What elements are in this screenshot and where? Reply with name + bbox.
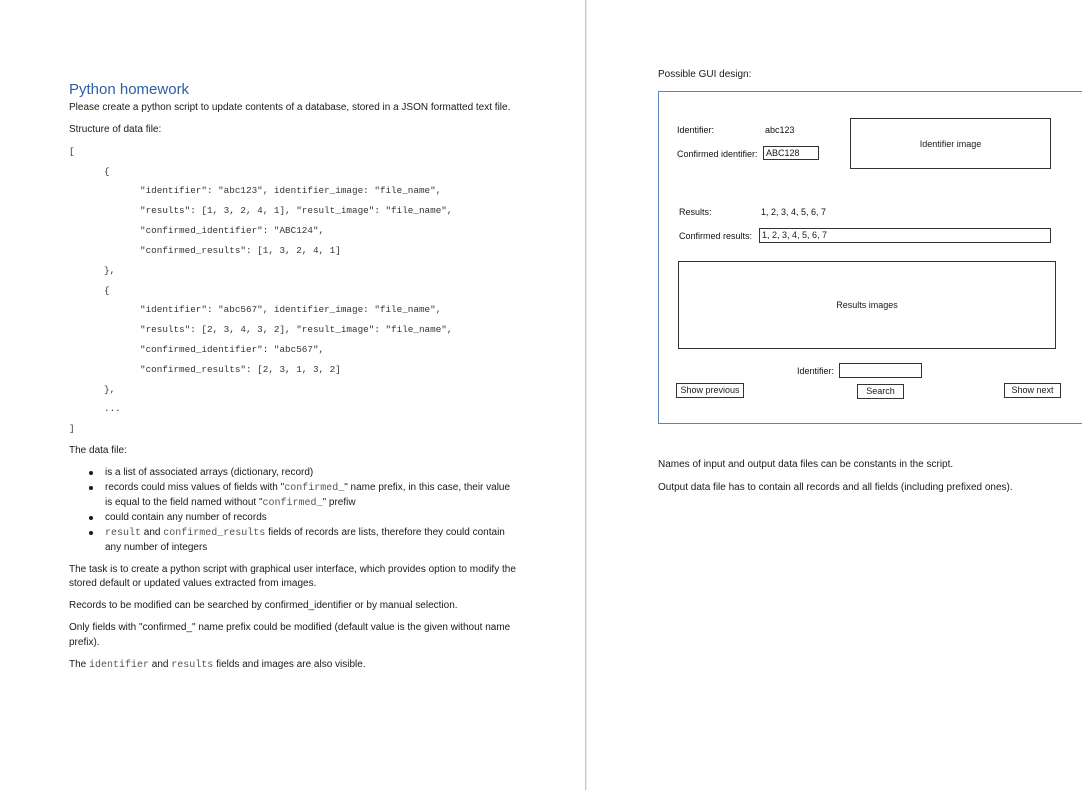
modify-paragraph-line2: prefix). — [69, 637, 100, 648]
constants-note: Names of input and output data files can be constants in the script. — [658, 459, 954, 470]
list-item-continuation: any number of integers — [105, 542, 208, 553]
results-label: Results: — [679, 207, 712, 217]
show-next-button[interactable]: Show next — [1004, 383, 1061, 398]
list-item: records could miss values of fields with "confirmed_" name prefix, in this case, their value — [105, 482, 511, 494]
bullet-icon — [89, 516, 93, 520]
results-value: 1, 2, 3, 4, 5, 6, 7 — [761, 207, 827, 217]
code-line: "confirmed_results": [1, 3, 2, 4, 1] — [140, 245, 341, 256]
code-line: ] — [69, 423, 75, 434]
data-file-heading: The data file: — [69, 445, 127, 456]
results-images-label: Results images — [836, 300, 898, 310]
search-identifier-input[interactable] — [839, 363, 922, 378]
confirmed-results-input[interactable]: 1, 2, 3, 4, 5, 6, 7 — [759, 228, 1051, 243]
bullet-icon — [89, 471, 93, 475]
visible-fields-paragraph: The identifier and results fields and images are also visible. — [69, 659, 366, 671]
task-paragraph-line2: stored default or updated values extracted from images. — [69, 578, 317, 589]
list-item-continuation: is equal to the field named without "confirmed_" prefiw — [105, 497, 356, 509]
structure-heading: Structure of data file: — [69, 124, 162, 135]
confirmed-identifier-label: Confirmed identifier: — [677, 149, 758, 159]
code-line: { — [104, 166, 110, 177]
task-paragraph-line1: The task is to create a python script with graphical user interface, which provides option to modify the — [69, 564, 516, 575]
search-identifier-label: Identifier: — [797, 366, 835, 376]
code-line: "confirmed_identifier": "ABC124", — [140, 225, 325, 236]
search-paragraph: Records to be modified can be searched by confirmed_identifier or by manual selection. — [69, 600, 458, 611]
code-line: "identifier": "abc567", identifier_image: "file_name", — [140, 304, 442, 315]
code-line: { — [104, 285, 110, 296]
confirmed-identifier-input[interactable]: ABC128 — [763, 146, 819, 160]
confirmed-results-label: Confirmed results: — [679, 231, 753, 241]
bullet-icon — [89, 486, 93, 490]
list-item: result and confirmed_results fields of records are lists, therefore they could contain — [105, 527, 505, 539]
output-note: Output data file has to contain all records and all fields (including prefixed ones). — [658, 482, 1013, 493]
intro-paragraph: Please create a python script to update contents of a database, stored in a JSON formatted text file. — [69, 102, 511, 113]
document-page-right — [587, 0, 1082, 790]
code-line: "identifier": "abc123", identifier_image: "file_name", — [140, 185, 442, 196]
code-line: ... — [104, 403, 121, 414]
code-line: [ — [69, 146, 75, 157]
gui-mockup-frame — [658, 91, 1082, 424]
identifier-image-label: Identifier image — [919, 138, 982, 149]
modify-paragraph-line1: Only fields with "confirmed_" name prefix could be modified (default value is the given without name — [69, 622, 511, 633]
results-images-box — [678, 261, 1056, 349]
bullet-icon — [89, 531, 93, 535]
code-line: "confirmed_results": [2, 3, 1, 3, 2] — [140, 364, 341, 375]
document-title: Python homework — [69, 81, 190, 98]
list-item: could contain any number of records — [105, 512, 267, 523]
identifier-value: abc123 — [765, 125, 795, 135]
code-line: "results": [2, 3, 4, 3, 2], "result_image": "file_name", — [140, 324, 453, 335]
code-line: "confirmed_identifier": "abc567", — [140, 344, 325, 355]
identifier-image-box — [850, 118, 1051, 169]
list-item: is a list of associated arrays (dictionary, record) — [105, 467, 314, 478]
code-line: }, — [104, 384, 116, 395]
search-button[interactable]: Search — [857, 384, 904, 399]
gui-design-heading: Possible GUI design: — [658, 69, 752, 80]
code-line: }, — [104, 265, 116, 276]
identifier-label: Identifier: — [677, 125, 715, 135]
code-line: "results": [1, 3, 2, 4, 1], "result_image": "file_name", — [140, 205, 453, 216]
show-previous-button[interactable]: Show previous — [676, 383, 744, 398]
